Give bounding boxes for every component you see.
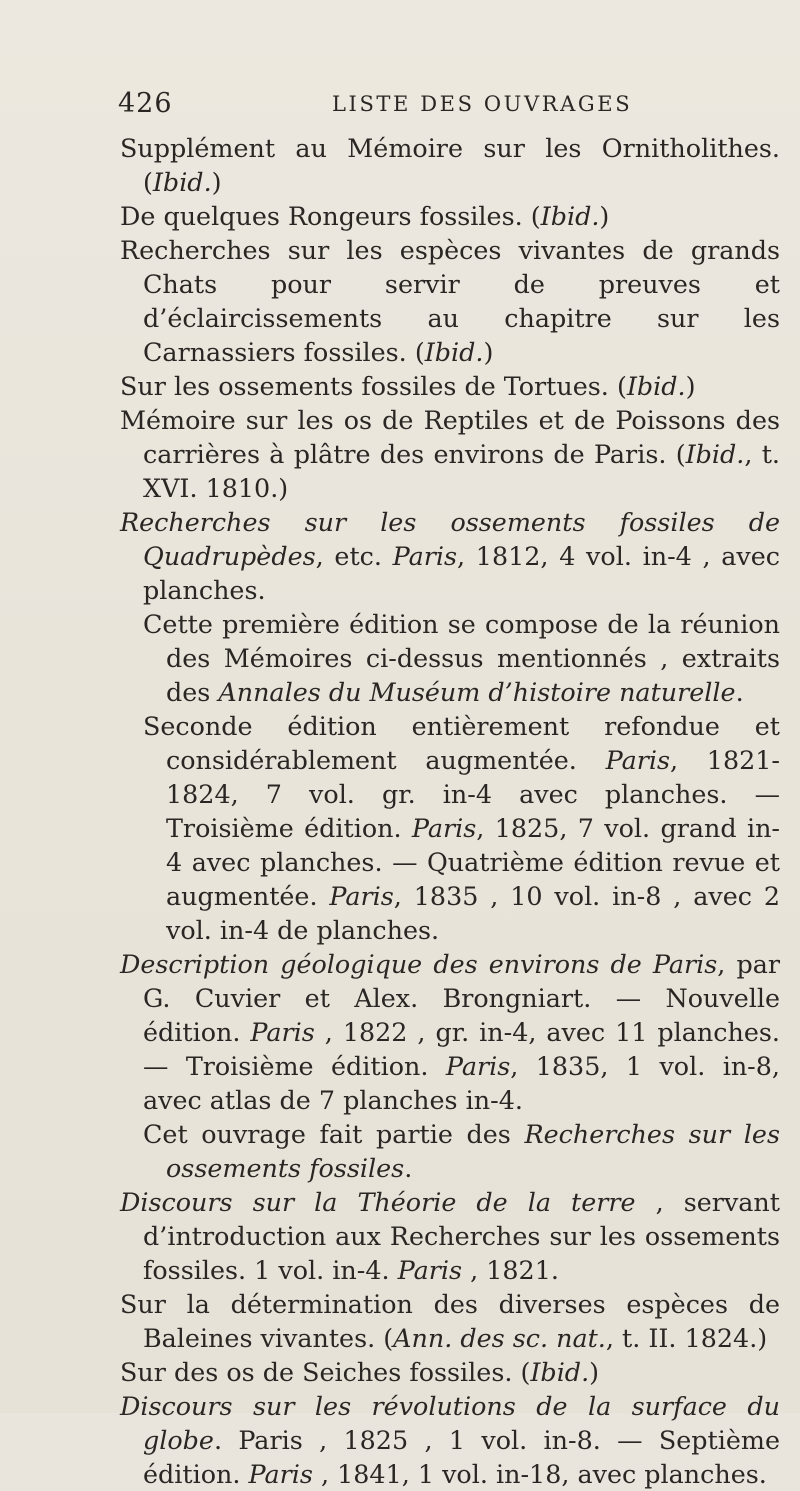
bibliography-entry (120, 233, 780, 369)
text-run: , t. XVI. 1810.) (143, 439, 780, 503)
text-run: , 1822 , gr. in-4, avec 11 planches. — Troisième édition. (143, 1017, 780, 1081)
text-run: Cet ouvrage fait partie des (143, 1119, 525, 1149)
italic-text: Ibid. (626, 371, 686, 401)
italic-text: Paris (397, 1255, 463, 1285)
italic-text: Paris (445, 1051, 511, 1081)
bibliography-note (120, 709, 780, 947)
text-run: . Paris , 1825 , 1 vol. in-8. — Septième édition. (143, 1425, 780, 1489)
text-run: Sur la détermination des diverses espèces de Baleines vivantes. ( (120, 1289, 780, 1353)
italic-text: Paris (250, 1017, 315, 1047)
text-run: , 1821-1824, 7 vol. gr. in-4 avec planches. — Troisième édition. (166, 745, 780, 843)
bibliography-entry (120, 947, 780, 1117)
italic-text: Ibid. (152, 167, 212, 197)
text-run: , par G. Cuvier et Alex. Brongniart. — Nouvelle édition. (143, 949, 780, 1047)
text-run: . (404, 1153, 413, 1183)
text-run: ) (211, 167, 222, 197)
text-run: Sur des os de Seiches fossiles. ( (120, 1357, 531, 1387)
page-header (118, 88, 738, 122)
text-run: , t. II. 1824.) (605, 1323, 768, 1353)
text-run: , 1821. (462, 1255, 559, 1285)
italic-text: Paris (248, 1459, 313, 1489)
text-run: ) (483, 337, 494, 367)
italic-text: Description géologique des environs de Paris (120, 949, 718, 979)
bibliography-entry (120, 505, 780, 607)
running-title: LISTE DES OUVRAGES (332, 92, 633, 116)
italic-text: Paris (605, 745, 670, 775)
text-run: Recherches sur les espèces vivantes de grands Chats pour servir de preuves et d’éclaircissements au chapitre sur les Carnassiers fossiles. ( (120, 235, 780, 367)
text-run: , 1835, 1 vol. in-8, avec atlas de 7 planches in-4. (143, 1051, 780, 1115)
text-run: , 1841, 1 vol. in-18, avec planches. (312, 1459, 767, 1489)
bibliography-entry (120, 199, 780, 233)
italic-text: Ibid. (685, 439, 745, 469)
italic-text: Discours sur la Théorie de la terre (120, 1187, 636, 1217)
italic-text: Ibid. (540, 201, 600, 231)
text-run: , servant d’introduction aux Recherches sur les ossements fossiles. 1 vol. in-4. (143, 1187, 780, 1285)
bibliography-entry (120, 1389, 780, 1491)
bibliography-entry (120, 403, 780, 505)
text-run: , 1835 , 10 vol. in-8 , avec 2 vol. in-4 de planches. (166, 881, 780, 945)
text-run: Seconde édition entièrement refondue et considérablement augmentée. (143, 711, 780, 775)
bibliography-entry (120, 369, 780, 403)
italic-text: Paris (329, 881, 394, 911)
bibliography-entry (120, 1185, 780, 1287)
bibliography-entry (120, 131, 780, 199)
text-run: ) (589, 1357, 600, 1387)
text-run: , 1812, 4 vol. in-4 , avec planches. (143, 541, 781, 605)
text-run: Sur les ossements fossiles de Tortues. ( (120, 371, 627, 401)
italic-text: Paris (411, 813, 477, 843)
italic-text: Paris (392, 541, 458, 571)
bibliography-entry (120, 1287, 780, 1355)
bibliography-list (120, 131, 780, 1491)
bibliography-note (120, 1117, 780, 1185)
italic-text: Ann. des sc. nat. (393, 1323, 606, 1353)
text-run: ) (599, 201, 610, 231)
text-run: , 1825, 7 vol. grand in-4 avec planches. — Quatrième édition revue et augmentée. (166, 813, 781, 911)
text-run: . (735, 677, 744, 707)
text-run: Mémoire sur les os de Reptiles et de Poissons des carrières à plâtre des environs de Paris. ( (120, 405, 780, 469)
bibliography-entry (120, 1355, 780, 1389)
italic-text: Ibid. (424, 337, 484, 367)
italic-text: Recherches sur les ossements fossiles (166, 1119, 780, 1183)
italic-text: Discours sur les révolutions de la surface du globe (120, 1391, 780, 1455)
text-run: ) (685, 371, 696, 401)
italic-text: Ibid. (530, 1357, 590, 1387)
text-run: , etc. (315, 541, 393, 571)
text-run: Cette première édition se compose de la réunion des Mémoires ci-dessus mentionnés , extraits des (143, 609, 780, 707)
bibliography-note (120, 607, 780, 709)
italic-text: Recherches sur les ossements fossiles de Quadrupèdes (120, 507, 780, 571)
page-number: 426 (118, 88, 173, 119)
text-run: Supplément au Mémoire sur les Ornitholithes. ( (120, 133, 780, 197)
italic-text: Annales du Muséum d’histoire naturelle (218, 677, 736, 707)
text-run: De quelques Rongeurs fossiles. ( (120, 201, 541, 231)
